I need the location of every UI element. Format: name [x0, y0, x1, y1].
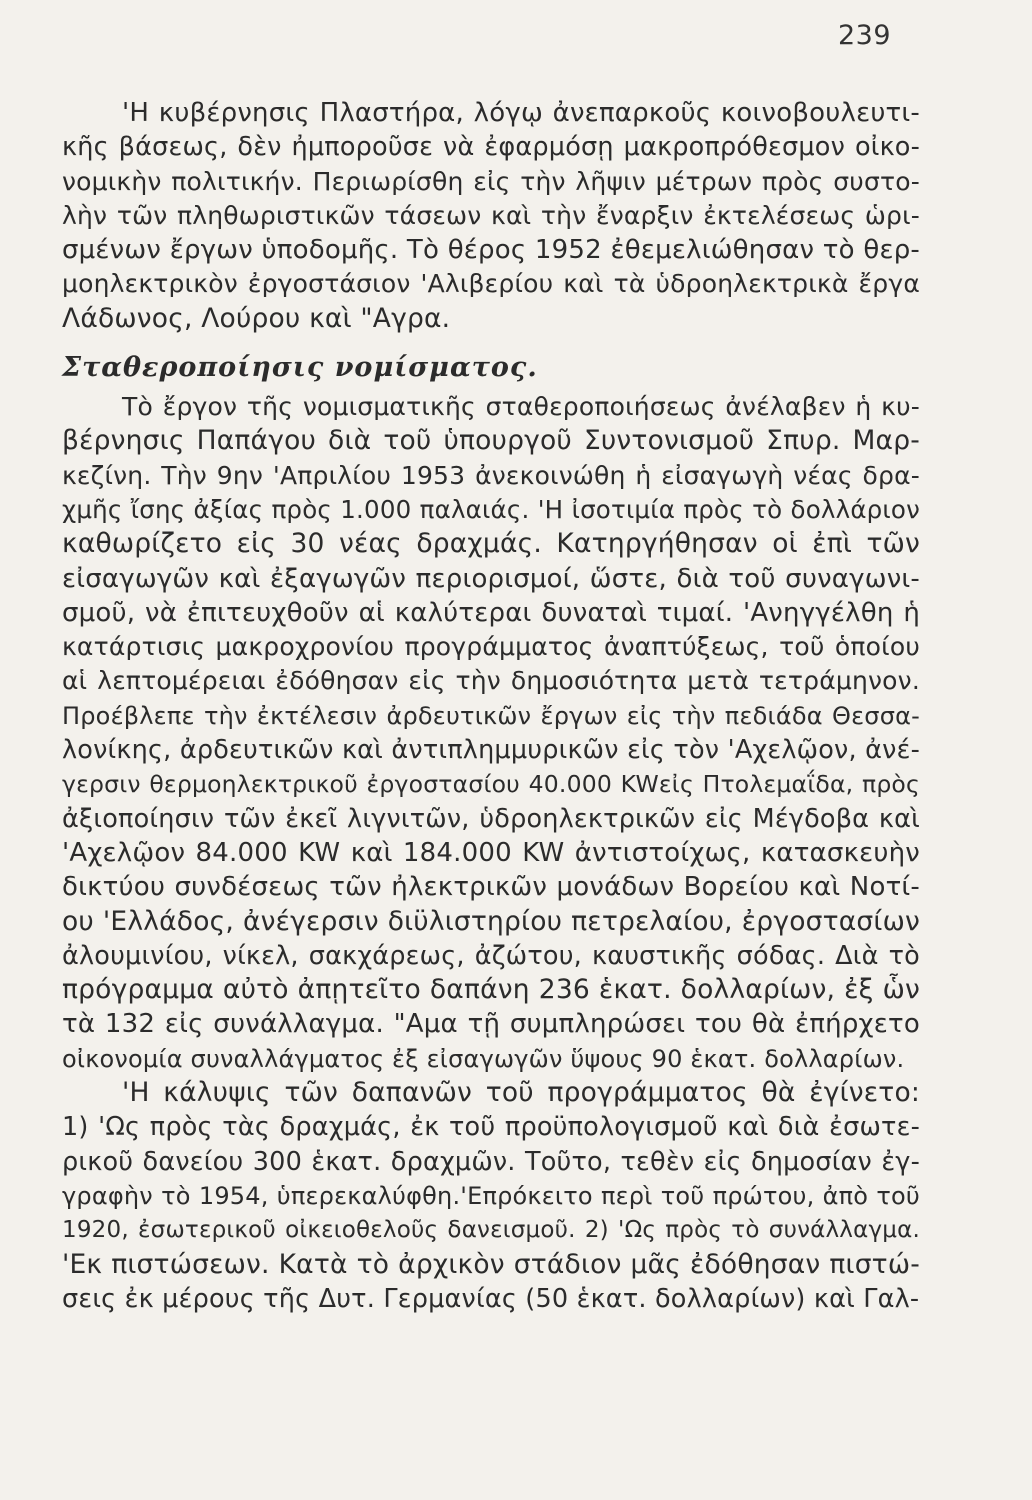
- text-line: εἰσαγωγῶν καὶ ἐξαγωγῶν περιορισμοί, ὥστε, διὰ τοῦ συναγωνι-: [62, 563, 920, 594]
- text-line: γερσιν θερμοηλεκτρικοῦ ἐργοστασίου 40.000 KWεἰς Πτολεμαΐδα, πρὸς: [62, 770, 920, 799]
- text-line: ἀλουμινίου, νίκελ, σακχάρεως, ἀζώτου, καυστικῆς σόδας. Διὰ τὸ: [62, 940, 920, 971]
- paragraph-kalypsi-dapanon: [62, 1076, 920, 1316]
- text-line: χμῆς ἴσης ἀξίας πρὸς 1.000 παλαιάς. 'Η ἰσοτιμία πρὸς τὸ δολλάριον: [62, 494, 920, 524]
- text-line: κεζίνη. Τὴν 9ην 'Απριλίου 1953 ἀνεκοινώθη ἡ εἰσαγωγὴ νέας δρα-: [62, 460, 920, 490]
- page-number: 239: [838, 20, 892, 51]
- text-line: καθωρίζετο εἰς 30 νέας δραχμάς. Κατηργήθησαν οἱ ἐπὶ τῶν: [62, 528, 920, 560]
- text-line: Προέβλεπε τὴν ἐκτέλεσιν ἀρδευτικῶν ἔργων εἰς τὴν πεδιάδα Θεσσα-: [62, 701, 920, 730]
- text-line: ου 'Ελλάδος, ἀνέγερσιν διϋλιστηρίου πετρελαίου, ἐργοστασίων: [62, 905, 920, 937]
- text-line: πρόγραμμα αὐτὸ ἀπῃτεῖτο δαπάνη 236 ἑκατ. δολλαρίων, ἐξ ὧν: [62, 974, 920, 1006]
- text-line: σεις ἐκ μέρους τῆς Δυτ. Γερμανίας (50 ἑκατ. δολλαρίων) καὶ Γαλ-: [62, 1283, 920, 1314]
- text-line: ρικοῦ δανείου 300 ἑκατ. δραχμῶν. Τοῦτο, τεθὲν εἰς δημοσίαν ἐγ-: [62, 1146, 920, 1177]
- text-line: βέρνησις Παπάγου διὰ τοῦ ὑπουργοῦ Συντονισμοῦ Σπυρ. Μαρ-: [62, 425, 920, 457]
- text-line: ἀξιοποίησιν τῶν ἐκεῖ λιγνιτῶν, ὑδροηλεκτρικῶν εἰς Μέγδοβα καὶ: [62, 803, 920, 834]
- text-line: οἰκονομία συναλλάγματος ἐξ εἰσαγωγῶν ὕψους 90 ἑκατ. δολλαρίων.: [62, 1044, 905, 1073]
- text-line: Τὸ ἔργον τῆς νομισματικῆς σταθεροποιήσεως ἀνέλαβεν ἡ κυ-: [122, 392, 920, 422]
- text-line: λονίκης, ἀρδευτικῶν καὶ ἀντιπλημμυρικῶν εἰς τὸν 'Αχελῷον, ἀνέ-: [62, 735, 920, 766]
- text-line: νομικὴν πολιτικήν. Περιωρίσθη εἰς τὴν λῆψιν μέτρων πρὸς συστο-: [62, 166, 920, 196]
- text-line: 'Αχελῷον 84.000 KW καὶ 184.000 KW ἀντιστοίχως, κατασκευὴν: [62, 837, 920, 868]
- body-text: [62, 96, 920, 1316]
- paragraph-nomismatiki-statheropoiisi: [62, 390, 920, 1076]
- text-line: κῆς βάσεως, δὲν ἠμποροῦσε νὰ ἐφαρμόσῃ μακροπρόθεσμον οἰκο-: [62, 132, 920, 163]
- text-line: 1920, ἐσωτερικοῦ οἰκειοθελοῦς δανεισμοῦ. 2) 'Ως πρὸς τὸ συνάλλαγμα.: [62, 1217, 920, 1244]
- text-line: κατάρτισις μακροχρονίου προγράμματος ἀναπτύξεως, τοῦ ὁποίου: [62, 632, 920, 662]
- text-line: λὴν τῶν πληθωριστικῶν τάσεων καὶ τὴν ἔναρξιν ἐκτελέσεως ὡρι-: [62, 200, 920, 230]
- section-heading: Σταθεροποίησις νομίσματος.: [62, 352, 538, 384]
- paragraph-kyvernisis-plastira: [62, 96, 920, 336]
- text-line: αἱ λεπτομέρειαι ἐδόθησαν εἰς τὴν δημοσιότητα μετὰ τετράμηνον.: [62, 666, 920, 696]
- text-line: τὰ 132 εἰς συνάλλαγμα. "Αμα τῇ συμπληρώσει του θὰ ἐπήρχετο: [62, 1009, 920, 1040]
- text-line: 1) 'Ως πρὸς τὰς δραχμάς, ἐκ τοῦ προϋπολογισμοῦ καὶ διὰ ἐσωτε-: [62, 1112, 920, 1143]
- text-line: 'Η κυβέρνησις Πλαστήρα, λόγῳ ἀνεπαρκοῦς κοινοβουλευτι-: [122, 98, 920, 128]
- text-line: 'Η κάλυψις τῶν δαπανῶν τοῦ προγράμματος θὰ ἐγίνετο:: [122, 1077, 920, 1109]
- text-line: σμένων ἔργων ὑποδομῆς. Τὸ θέρος 1952 ἐθεμελιώθησαν τὸ θερ-: [62, 235, 920, 266]
- text-line: μοηλεκτρικὸν ἐργοστάσιον 'Αλιβερίου καὶ τὰ ὑδροηλεκτρικὰ ἔργα: [62, 269, 920, 299]
- text-line: δικτύου συνδέσεως τῶν ἠλεκτρικῶν μονάδων Βορείου καὶ Νοτί-: [62, 872, 920, 903]
- text-line: γραφὴν τὸ 1954, ὑπερεκαλύφθη.'Επρόκειτο περὶ τοῦ πρώτου, ἀπὸ τοῦ: [62, 1181, 920, 1210]
- text-line: σμοῦ, νὰ ἐπιτευχθοῦν αἱ καλύτεραι δυναταὶ τιμαί. 'Ανηγγέλθη ἡ: [62, 597, 920, 628]
- text-line: 'Εκ πιστώσεων. Κατὰ τὸ ἀρχικὸν στάδιον μᾶς ἐδόθησαν πιστώ-: [62, 1248, 920, 1280]
- text-line: Λάδωνος, Λούρου καὶ "Αγρα.: [62, 302, 451, 334]
